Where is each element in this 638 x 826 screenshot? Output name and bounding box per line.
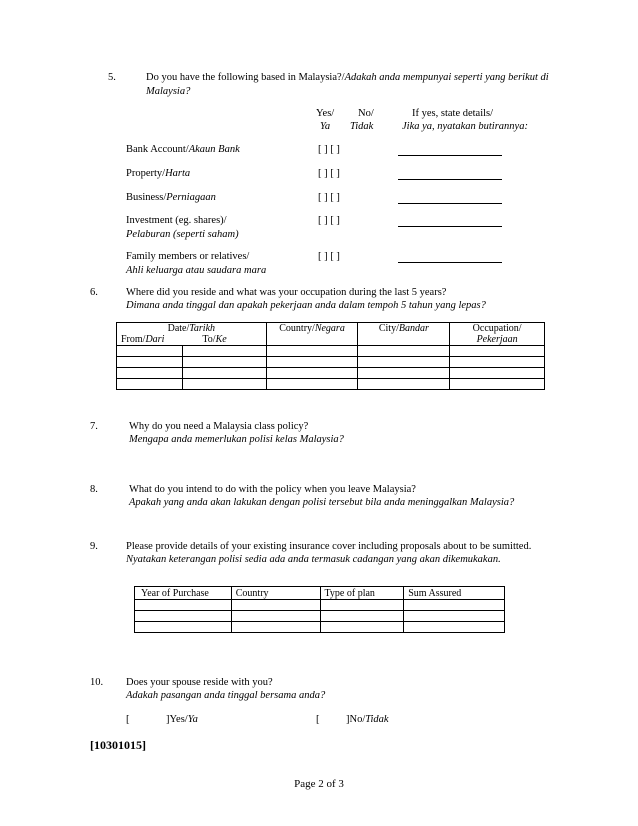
q5-question-line2: Malaysia?: [146, 86, 191, 97]
q8-number: 8.: [90, 484, 98, 495]
table-row[interactable]: [117, 346, 545, 357]
q5-item-property: Property/Harta: [126, 168, 191, 179]
q5-col-yes: Yes/: [316, 108, 335, 119]
q5-checkboxes-family[interactable]: [ ] [ ]: [318, 251, 340, 262]
q5-item-investment-my: Pelaburan (seperti saham): [126, 229, 239, 240]
q7-text-en: Why do you need a Malaysia class policy?: [129, 421, 309, 432]
city-header: City/Bandar: [358, 323, 450, 346]
form-code: [10301015]: [90, 738, 146, 752]
q5-text-en: Do you have the following based in Malaysia?/: [146, 72, 345, 83]
q6-text-en: Where did you reside and what was your occupation during the last 5 years?: [126, 287, 447, 298]
q10-no-option[interactable]: ]No/Tidak: [346, 714, 389, 725]
sum-assured-header: Sum Assured: [404, 587, 505, 600]
q10-text-my: Adakah pasangan anda tinggal bersama anda?: [126, 690, 326, 701]
insurance-table-header: [135, 587, 505, 600]
q5-question: [146, 72, 549, 83]
q5-col-no: No/: [358, 108, 374, 119]
q7-text-my: Mengapa anda memerlukan polisi kelas Malaysia?: [129, 434, 344, 445]
q9-number: 9.: [90, 541, 98, 552]
q5-checkboxes-property[interactable]: [ ] [ ]: [318, 168, 340, 179]
table-row[interactable]: [135, 611, 505, 622]
residence-table-header: [117, 323, 545, 335]
q10-number: 10.: [90, 677, 104, 688]
q8-text-en: What do you intend to do with the policy when you leave Malaysia?: [129, 484, 416, 495]
insurance-cover-table: [134, 586, 505, 633]
q5-checkboxes-investment[interactable]: [ ] [ ]: [318, 215, 340, 226]
q5-checkboxes-bank[interactable]: [ ] [ ]: [318, 144, 340, 155]
q5-details-line-family[interactable]: [398, 262, 502, 263]
q10-text-en: Does your spouse reside with you?: [126, 677, 273, 688]
table-row[interactable]: [117, 368, 545, 379]
table-row[interactable]: [135, 622, 505, 633]
table-row[interactable]: [117, 379, 545, 390]
q10-yes-bracket[interactable]: [: [126, 714, 130, 725]
q5-col-no-my: Tidak: [350, 121, 374, 132]
q5-checkboxes-business[interactable]: [ ] [ ]: [318, 192, 340, 203]
q7-number: 7.: [90, 421, 98, 432]
table-row[interactable]: [117, 357, 545, 368]
page-footer: Page 2 of 3: [294, 778, 344, 790]
q5-details-line-investment[interactable]: [398, 226, 502, 227]
q5-number: 5.: [108, 72, 116, 83]
q5-item-family-my: Ahli keluarga atau saudara mara: [126, 265, 267, 276]
q6-text-my: Dimana anda tinggal dan apakah pekerjaan anda dalam tempoh 5 tahun yang lepas?: [126, 300, 486, 311]
q9-text-en: Please provide details of your existing insurance cover including proposals about to be sumitted.: [126, 541, 532, 552]
q5-item-investment: Investment (eg. shares)/: [126, 215, 227, 226]
q5-details-line-bank[interactable]: [398, 155, 502, 156]
q5-item-bank: Bank Account/Akaun Bank: [126, 144, 240, 155]
q9-text-my: Nyatakan keterangan polisi sedia ada anda termasuk cadangan yang akan dikemukakan.: [126, 554, 501, 565]
occupation-header: Occupation/ Pekerjaan: [450, 323, 545, 346]
q5-item-business: Business/Perniagaan: [126, 192, 216, 203]
year-of-purchase-header: Year of Purchase: [135, 587, 232, 600]
date-header: Date/Tarikh: [117, 323, 267, 335]
q5-details-line-business[interactable]: [398, 203, 502, 204]
from-header: From/Dari: [117, 334, 183, 346]
q8-text-my: Apakah yang anda akan lakukan dengan polisi tersebut bila anda meninggalkan Malaysia?: [129, 497, 515, 508]
table-row[interactable]: [135, 600, 505, 611]
q5-text-my: Adakah anda mempunyai seperti yang berikut di: [344, 72, 549, 83]
q5-col-details: If yes, state details/: [412, 108, 494, 119]
type-of-plan-header: Type of plan: [320, 587, 404, 600]
q10-yes-option[interactable]: ]Yes/Ya: [166, 714, 198, 725]
q6-number: 6.: [90, 287, 98, 298]
residence-history-table: [116, 322, 545, 390]
q5-col-details-my: Jika ya, nyatakan butirannya:: [402, 121, 528, 132]
q5-details-line-property[interactable]: [398, 179, 502, 180]
country-header: Country: [231, 587, 320, 600]
country-header: Country/Negara: [266, 323, 358, 346]
to-header: To/Ke: [182, 334, 266, 346]
q5-item-family: Family members or relatives/: [126, 251, 250, 262]
q10-no-bracket[interactable]: [: [316, 714, 320, 725]
q5-col-yes-my: Ya: [320, 121, 331, 132]
